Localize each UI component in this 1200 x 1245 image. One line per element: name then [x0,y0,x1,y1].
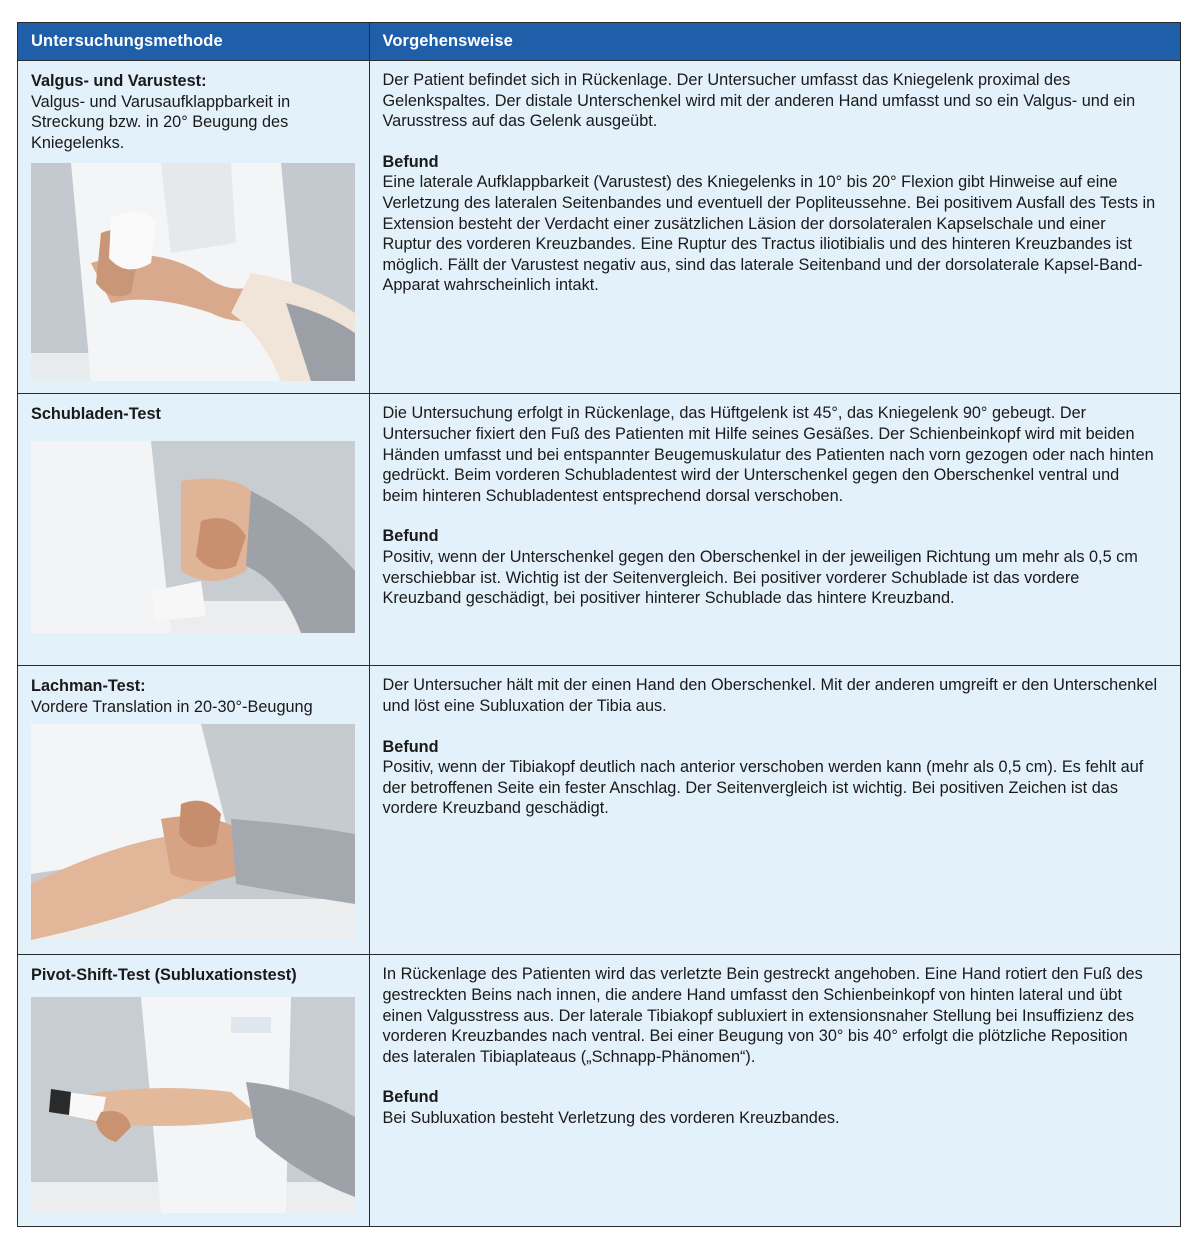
method-subtitle: Valgus- und Varusaufklappbarkeit in Streckung bzw. in 20° Beugung des Kniegelenks. [31,92,291,152]
table-header-row [18,23,1180,61]
method-cell [18,666,369,955]
exam-photo [31,163,355,381]
procedure-cell [369,394,1180,666]
table-row [18,666,1180,955]
befund-heading: Befund [382,152,439,171]
method-title: Lachman-Test: [31,677,146,696]
method-subtitle: Vordere Translation in 20-30°-Beugung [31,697,313,716]
method-title: Pivot-Shift-Test (Subluxationstest) [31,966,297,985]
befund-heading: Befund [382,527,439,546]
procedure-cell [369,61,1180,394]
table-row [18,61,1180,394]
procedure-cell [369,666,1180,955]
method-cell [18,955,369,1226]
method-title: Valgus- und Varustest: [31,72,207,90]
befund-text: Positiv, wenn der Tibiakopf deutlich nach anterior verschoben werden kann (mehr als 0,5 cm). Es fehlt auf der betroffenen Seite ein fester Anschlag. Der Seitenvergleich ist wichtig. Bei positiven Zeichen ist das vordere Kreuzband geschädigt. [382,758,1144,818]
exam-photo [31,441,355,633]
valgus-varus-photo [31,163,355,381]
drawer-test-photo [31,441,355,633]
exam-photo [31,997,355,1213]
befund-heading: Befund [382,1088,439,1107]
procedure-text: Der Patient befindet sich in Rückenlage. Der Untersucher umfasst das Kniegelenk proximal des Gelenkspaltes. Der distale Unterschenkel wird mit der anderen Hand umfasst und so ein Valgus- und ein Varusstress auf das Gelenk ausgeübt. [382,71,1136,131]
procedure-text: Die Untersuchung erfolgt in Rückenlage, das Hüftgelenk ist 45°, das Kniegelenk 90° gebeugt. Der Untersucher fixiert den Fuß des Patienten mit Hilfe seines Gesäßes. Der Schienbeinkopf wird mit beiden Händen umfasst und bei entspannter Beugemuskulatur des Patienten nach vorn gezogen oder nach hinten gedrückt. Beim vorderen Schubladentest wird der Unterschenkel gegen den Oberschenkel ventral und beim hinteren Schubladentest entsprechend dorsal verschoben. [382,404,1154,505]
examination-table-frame [17,22,1181,1227]
examination-table [18,23,1180,1226]
befund-text: Bei Subluxation besteht Verletzung des vorderen Kreuzbandes. [382,1108,840,1127]
method-cell [18,394,369,666]
befund-text: Positiv, wenn der Unterschenkel gegen den Oberschenkel in der jeweiligen Richtung um mehr als 0,5 cm verschiebbar ist. Wichtig ist der Seitenvergleich. Bei positiver vorderer Schublade ist das vordere Kreuzband geschädigt, bei positiver hinterer Schublade das hintere Kreuzband. [382,547,1138,608]
procedure-text: In Rückenlage des Patienten wird das verletzte Bein gestreckt angehoben. Eine Hand rotiert den Fuß des gestreckten Beins nach innen, die andere Hand umfasst den Schienbeinkopf von hinten lateral und übt einen Valgusstress aus. Der laterale Tibiakopf subluxiert in extensionsnaher Stellung bei Insuffizienz des vorderen Kreuzbandes nach ventral. Bei einer Beugung von 30° bis 40° erfolgt die plötzliche Reposition des lateralen Tibiaplateaus („Schnapp-Phänomen“). [382,965,1143,1066]
header-procedure: Vorgehensweise [369,23,1180,61]
table-row [18,394,1180,666]
pivot-shift-photo [31,997,355,1213]
method-title: Schubladen-Test [31,405,161,424]
exam-photo [31,724,355,940]
procedure-cell [369,955,1180,1226]
method-cell [18,61,369,394]
header-method: Untersuchungsmethode [18,23,369,61]
befund-heading: Befund [382,737,439,756]
procedure-text: Der Untersucher hält mit der einen Hand den Oberschenkel. Mit der anderen umgreift er den Unterschenkel und löst eine Subluxation der Tibia aus. [382,676,1158,715]
befund-text: Eine laterale Aufklappbarkeit (Varustest) des Kniegelenks in 10° bis 20° Flexion gibt Hinweise auf eine Verletzung des lateralen Seitenbandes und eventuell der Popliteussehne. Bei positivem Ausfall des Tests in Extension besteht der Verdacht einer zusätzlichen Läsion der dorsolateralen Kapselschale und einer Ruptur des vorderen Kreuzbandes. Eine Ruptur des Tractus iliotibialis und des hinteren Kreuzbandes ist möglich. Fällt der Varustest negativ aus, sind das laterale Seitenband und der dorsolaterale Kapsel-Band-Apparat wahrscheinlich intakt. [382,173,1156,295]
table-row [18,955,1180,1226]
lachman-test-photo [31,724,355,940]
